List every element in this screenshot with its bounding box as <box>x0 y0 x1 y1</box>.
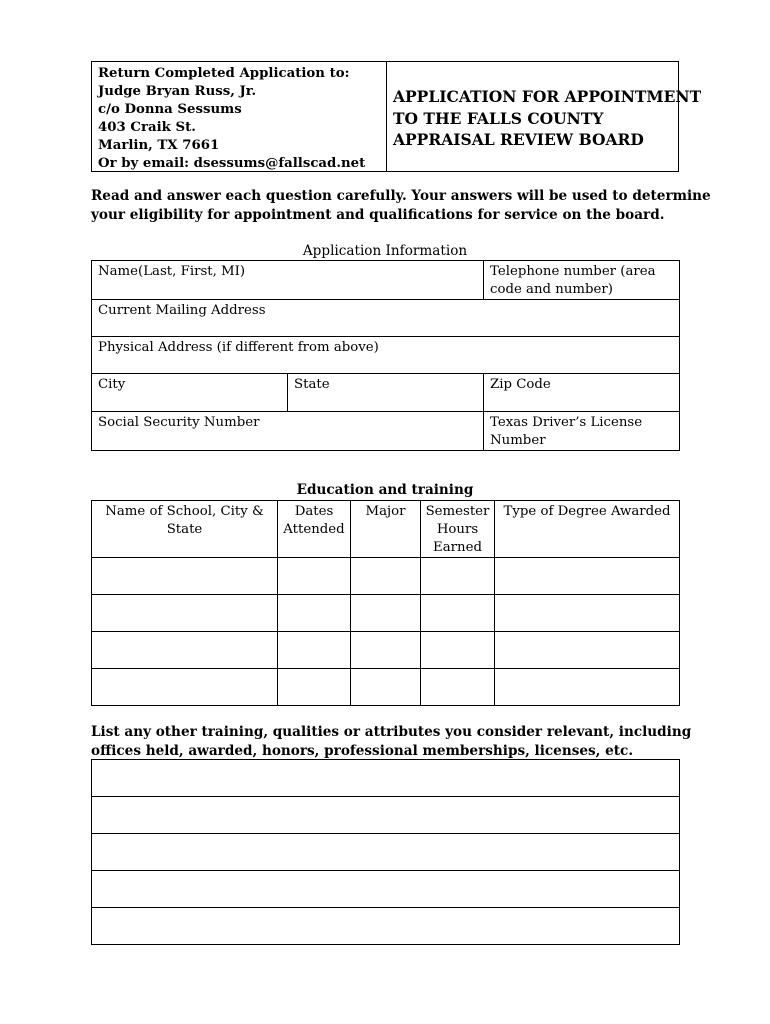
mailing-address-label: Current Mailing Address <box>98 303 266 318</box>
return-line: 403 Craik St. <box>98 120 196 135</box>
list-item <box>92 760 680 797</box>
training-entry-field[interactable] <box>92 760 680 797</box>
hours-cell[interactable] <box>421 669 495 706</box>
application-info-title: Application Information <box>302 243 468 259</box>
return-address-block <box>92 62 387 171</box>
training-entry-field[interactable] <box>92 797 680 834</box>
drivers-license-field[interactable] <box>484 412 680 451</box>
hours-cell[interactable] <box>421 632 495 669</box>
state-field[interactable] <box>288 374 484 412</box>
return-line: Return Completed Application to: <box>98 66 350 81</box>
header-degree: Type of Degree Awarded <box>495 501 680 558</box>
header-school: Name of School, City & State <box>92 501 278 558</box>
school-cell[interactable] <box>92 632 278 669</box>
dates-cell[interactable] <box>278 595 351 632</box>
header-box <box>91 61 702 172</box>
degree-cell[interactable] <box>495 558 680 595</box>
list-item <box>92 871 680 908</box>
title-line: APPRAISAL REVIEW BOARD <box>393 130 644 149</box>
title-line: APPLICATION FOR APPOINTMENT <box>393 87 702 106</box>
list-item <box>92 797 680 834</box>
education-table <box>91 500 680 706</box>
header-major: Major <box>351 501 421 558</box>
training-entry-field[interactable] <box>92 871 680 908</box>
header-hours: Semester Hours Earned <box>421 501 495 558</box>
major-cell[interactable] <box>351 595 421 632</box>
dates-cell[interactable] <box>278 632 351 669</box>
return-line: Marlin, TX 7661 <box>98 138 220 153</box>
hours-cell[interactable] <box>421 558 495 595</box>
application-info-table <box>91 260 680 451</box>
prompt-line: List any other training, qualities or attributes you consider relevant, including <box>91 724 692 740</box>
dates-cell[interactable] <box>278 669 351 706</box>
school-cell[interactable] <box>92 558 278 595</box>
return-email-line: Or by email: dsessums@fallscad.net <box>98 156 366 171</box>
telephone-field[interactable] <box>484 261 680 300</box>
degree-cell[interactable] <box>495 669 680 706</box>
name-field[interactable] <box>92 261 484 300</box>
table-row <box>92 632 680 669</box>
training-entry-field[interactable] <box>92 834 680 871</box>
state-label: State <box>294 377 330 392</box>
ssn-label: Social Security Number <box>98 415 260 430</box>
drivers-license-label: Texas Driver’s License Number <box>490 415 643 448</box>
header-dates: Dates Attended <box>278 501 351 558</box>
city-field[interactable] <box>92 374 288 412</box>
degree-cell[interactable] <box>495 632 680 669</box>
city-label: City <box>98 377 126 392</box>
name-label: Name(Last, First, MI) <box>98 264 246 279</box>
hours-cell[interactable] <box>421 595 495 632</box>
ssn-field[interactable] <box>92 412 484 451</box>
school-cell[interactable] <box>92 595 278 632</box>
physical-address-label: Physical Address (if different from above) <box>98 340 379 355</box>
intro-line: your eligibility for appointment and qualifications for service on the board. <box>91 206 665 223</box>
major-cell[interactable] <box>351 669 421 706</box>
intro-line: Read and answer each question carefully. Your answers will be used to determine <box>91 188 711 204</box>
return-line: c/o Donna Sessums <box>98 102 242 117</box>
list-item <box>92 834 680 871</box>
other-training-table <box>91 759 680 945</box>
table-row <box>92 595 680 632</box>
return-line: Judge Bryan Russ, Jr. <box>98 84 257 99</box>
zip-code-label: Zip Code <box>490 377 551 392</box>
physical-address-field[interactable] <box>92 337 680 374</box>
table-row <box>92 669 680 706</box>
intro-instructions <box>91 187 711 224</box>
list-item <box>92 908 680 945</box>
dates-cell[interactable] <box>278 558 351 595</box>
major-cell[interactable] <box>351 632 421 669</box>
document-title <box>393 86 701 151</box>
school-cell[interactable] <box>92 669 278 706</box>
table-row <box>92 558 680 595</box>
zip-code-field[interactable] <box>484 374 680 412</box>
major-cell[interactable] <box>351 558 421 595</box>
telephone-label: Telephone number (area code and number) <box>490 264 656 297</box>
training-entry-field[interactable] <box>92 908 680 945</box>
degree-cell[interactable] <box>495 595 680 632</box>
prompt-line: offices held, awarded, honors, professional memberships, licenses, etc. <box>91 742 634 759</box>
title-line: TO THE FALLS COUNTY <box>393 108 604 128</box>
education-title: Education and training <box>296 482 474 498</box>
other-training-prompt <box>91 723 691 760</box>
mailing-address-field[interactable] <box>92 300 680 337</box>
